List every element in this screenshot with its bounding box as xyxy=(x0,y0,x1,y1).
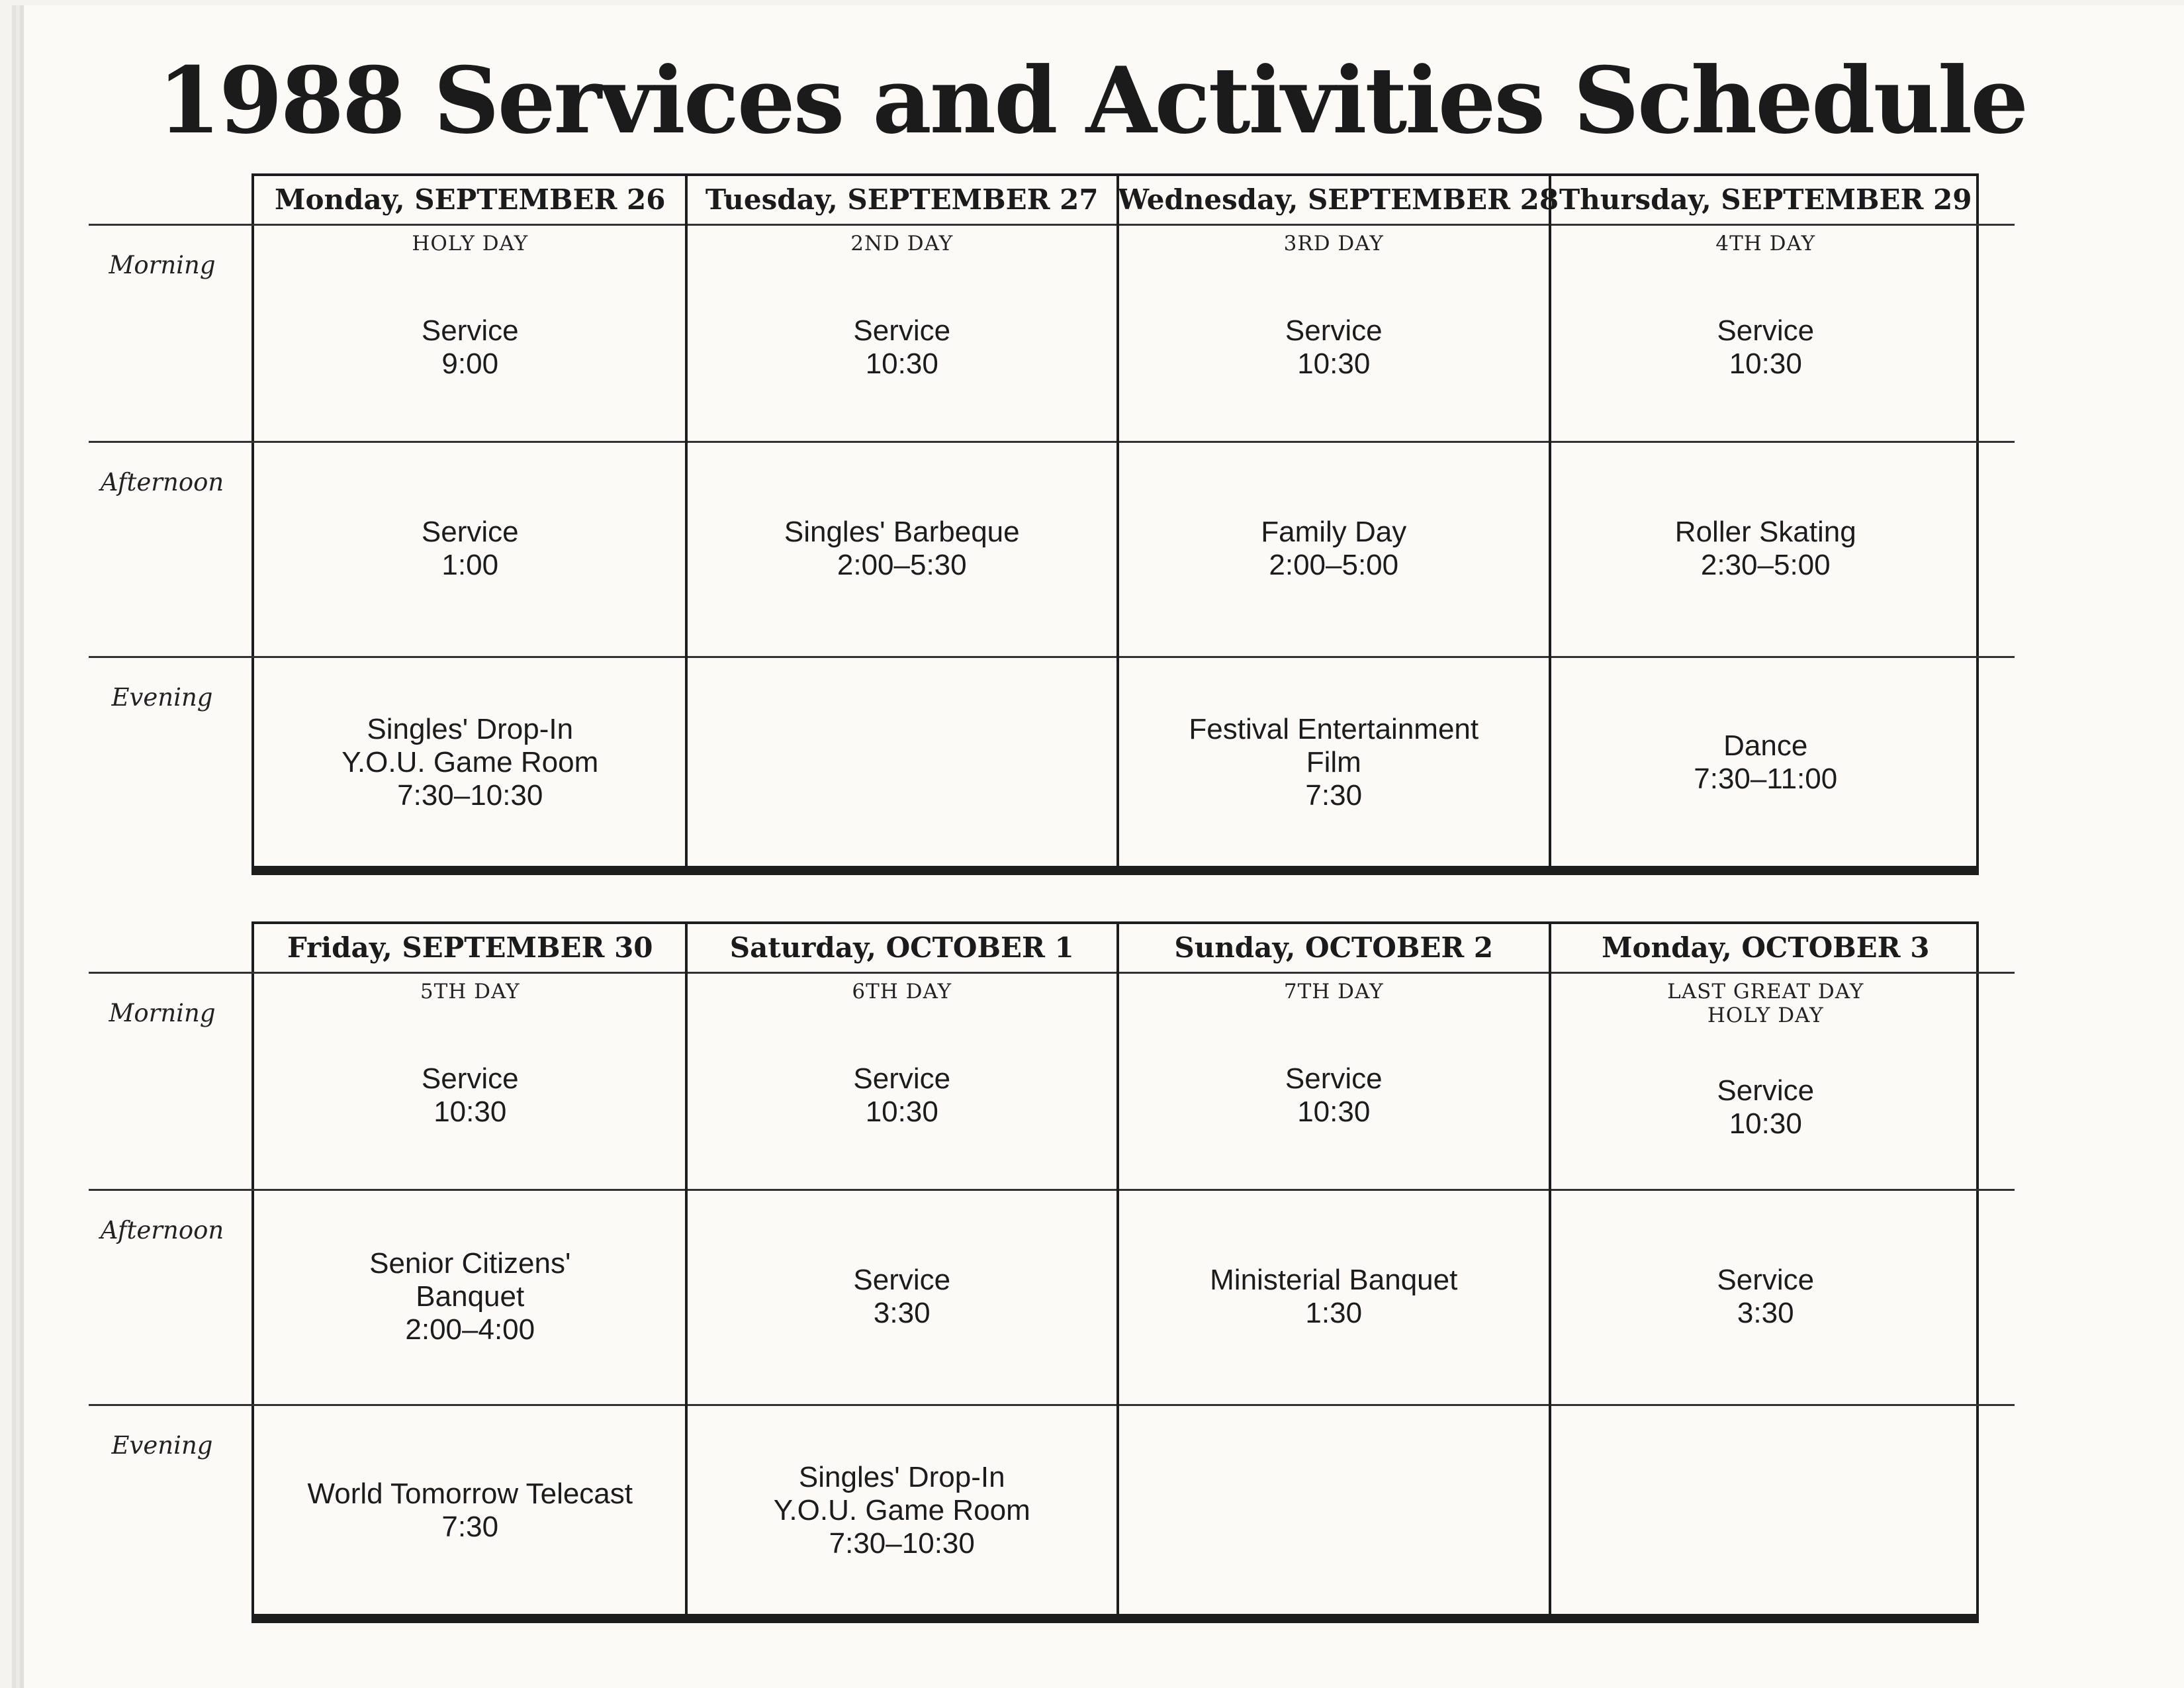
evening-cell xyxy=(1550,660,1982,865)
event-text: Senior Citizens' xyxy=(369,1246,571,1280)
afternoon-cell xyxy=(1118,445,1550,652)
afternoon-cell xyxy=(1550,445,1982,652)
row-divider xyxy=(89,1404,2015,1406)
event-text: 10:30 xyxy=(1297,1096,1371,1128)
event-text: Festival Entertainment xyxy=(1189,712,1479,745)
event-text: Service xyxy=(421,1062,519,1095)
day-heading: Monday, OCTOBER 3 xyxy=(1602,931,1930,964)
event-text: 2:00–5:30 xyxy=(837,548,967,581)
event-text: Banquet xyxy=(416,1280,525,1313)
event-text: Y.O.U. Game Room xyxy=(341,745,599,778)
day-subtitle: 3RD DAY xyxy=(1283,232,1384,256)
event-text: Service xyxy=(1717,314,1815,347)
day-subtitle: LAST GREAT DAY HOLY DAY xyxy=(1667,980,1864,1027)
event-text: Ministerial Banquet xyxy=(1210,1263,1458,1296)
event-text: Singles' Drop-In xyxy=(798,1460,1005,1493)
event-text: 2:00–5:00 xyxy=(1269,548,1399,581)
row-divider xyxy=(89,1189,2015,1191)
day-subtitle: HOLY DAY xyxy=(412,232,529,256)
event-text: 2:30–5:00 xyxy=(1700,548,1831,581)
event-text: Family Day xyxy=(1261,515,1407,548)
afternoon-cell xyxy=(254,445,686,652)
afternoon-cell xyxy=(1550,1193,1982,1400)
evening-cell xyxy=(686,1408,1118,1613)
event-text: Singles' Drop-In xyxy=(367,712,574,745)
day-subtitle: 5TH DAY xyxy=(420,980,520,1004)
day-subtitle: 4TH DAY xyxy=(1715,232,1816,256)
event-text: 7:30–11:00 xyxy=(1694,762,1838,795)
afternoon-cell xyxy=(686,445,1118,652)
period-label-morning: Morning xyxy=(109,251,216,279)
day-heading: Thursday, SEPTEMBER 29 xyxy=(1559,183,1972,216)
event-text: Dance xyxy=(1723,729,1808,762)
event-text: Singles' Barbeque xyxy=(784,515,1020,548)
week-1-table xyxy=(86,173,2012,882)
evening-cell xyxy=(1550,1408,1982,1613)
event-text: Service xyxy=(421,515,519,548)
event-text: 1:30 xyxy=(1305,1296,1363,1329)
event-text: 7:30–10:30 xyxy=(397,778,543,812)
evening-cell xyxy=(254,1408,686,1613)
evening-cell xyxy=(1118,1408,1550,1613)
morning-cell xyxy=(1550,1053,1982,1162)
day-heading: Monday, SEPTEMBER 26 xyxy=(275,183,666,216)
event-text: Service xyxy=(853,314,951,347)
event-text: Service xyxy=(421,314,519,347)
event-text: Film xyxy=(1306,745,1361,778)
row-divider xyxy=(89,656,2015,658)
event-text: Roller Skating xyxy=(1674,515,1856,548)
row-divider xyxy=(89,441,2015,443)
event-text: 1:00 xyxy=(441,548,499,581)
evening-cell xyxy=(1118,660,1550,865)
day-heading: Wednesday, SEPTEMBER 28 xyxy=(1118,183,1559,216)
event-text: Service xyxy=(1717,1074,1815,1107)
event-text: 7:30 xyxy=(1305,778,1363,812)
evening-cell xyxy=(254,660,686,865)
event-text: World Tomorrow Telecast xyxy=(307,1477,633,1510)
morning-cell xyxy=(1118,1029,1550,1162)
period-label-evening: Evening xyxy=(111,683,213,712)
event-text: 10:30 xyxy=(1297,348,1371,380)
morning-cell xyxy=(254,1029,686,1162)
morning-cell xyxy=(686,281,1118,414)
evening-cell xyxy=(686,660,1118,865)
period-label-afternoon: Afternoon xyxy=(100,1216,224,1244)
day-heading: Sunday, OCTOBER 2 xyxy=(1174,931,1494,964)
event-text: 7:30–10:30 xyxy=(829,1526,975,1560)
event-text: 10:30 xyxy=(1729,348,1802,380)
event-text: 10:30 xyxy=(865,1096,938,1128)
afternoon-cell xyxy=(254,1193,686,1400)
event-text: 3:30 xyxy=(1737,1296,1794,1329)
event-text: Service xyxy=(1285,314,1383,347)
week-2-table xyxy=(86,921,2012,1630)
morning-cell xyxy=(1118,281,1550,414)
day-heading: Saturday, OCTOBER 1 xyxy=(729,931,1074,964)
event-text: Service xyxy=(853,1062,951,1095)
day-subtitle: 7TH DAY xyxy=(1283,980,1384,1004)
row-divider xyxy=(89,224,2015,226)
morning-cell xyxy=(1550,281,1982,414)
page-title: 1988 Services and Activities Schedule xyxy=(157,46,2027,154)
event-text: Service xyxy=(1717,1263,1815,1296)
day-subtitle: 2ND DAY xyxy=(850,232,954,256)
schedule-grid xyxy=(251,921,1979,1623)
event-text: 10:30 xyxy=(865,348,938,380)
event-text: Service xyxy=(853,1263,951,1296)
event-text: 7:30 xyxy=(441,1510,499,1543)
event-text: 2:00–4:00 xyxy=(405,1313,535,1346)
afternoon-cell xyxy=(686,1193,1118,1400)
period-label-afternoon: Afternoon xyxy=(100,468,224,496)
event-text: 10:30 xyxy=(433,1096,507,1128)
event-text: Y.O.U. Game Room xyxy=(773,1493,1030,1526)
event-text: Service xyxy=(1285,1062,1383,1095)
schedule-grid xyxy=(251,173,1979,875)
day-heading: Tuesday, SEPTEMBER 27 xyxy=(705,183,1099,216)
morning-cell xyxy=(686,1029,1118,1162)
event-text: 10:30 xyxy=(1729,1107,1802,1140)
morning-cell xyxy=(254,281,686,414)
period-label-evening: Evening xyxy=(111,1431,213,1460)
event-text: 9:00 xyxy=(441,348,499,380)
event-text: 3:30 xyxy=(873,1296,931,1329)
day-subtitle: 6TH DAY xyxy=(852,980,952,1004)
afternoon-cell xyxy=(1118,1193,1550,1400)
period-label-morning: Morning xyxy=(109,999,216,1027)
day-heading: Friday, SEPTEMBER 30 xyxy=(287,931,653,964)
row-divider xyxy=(89,972,2015,974)
